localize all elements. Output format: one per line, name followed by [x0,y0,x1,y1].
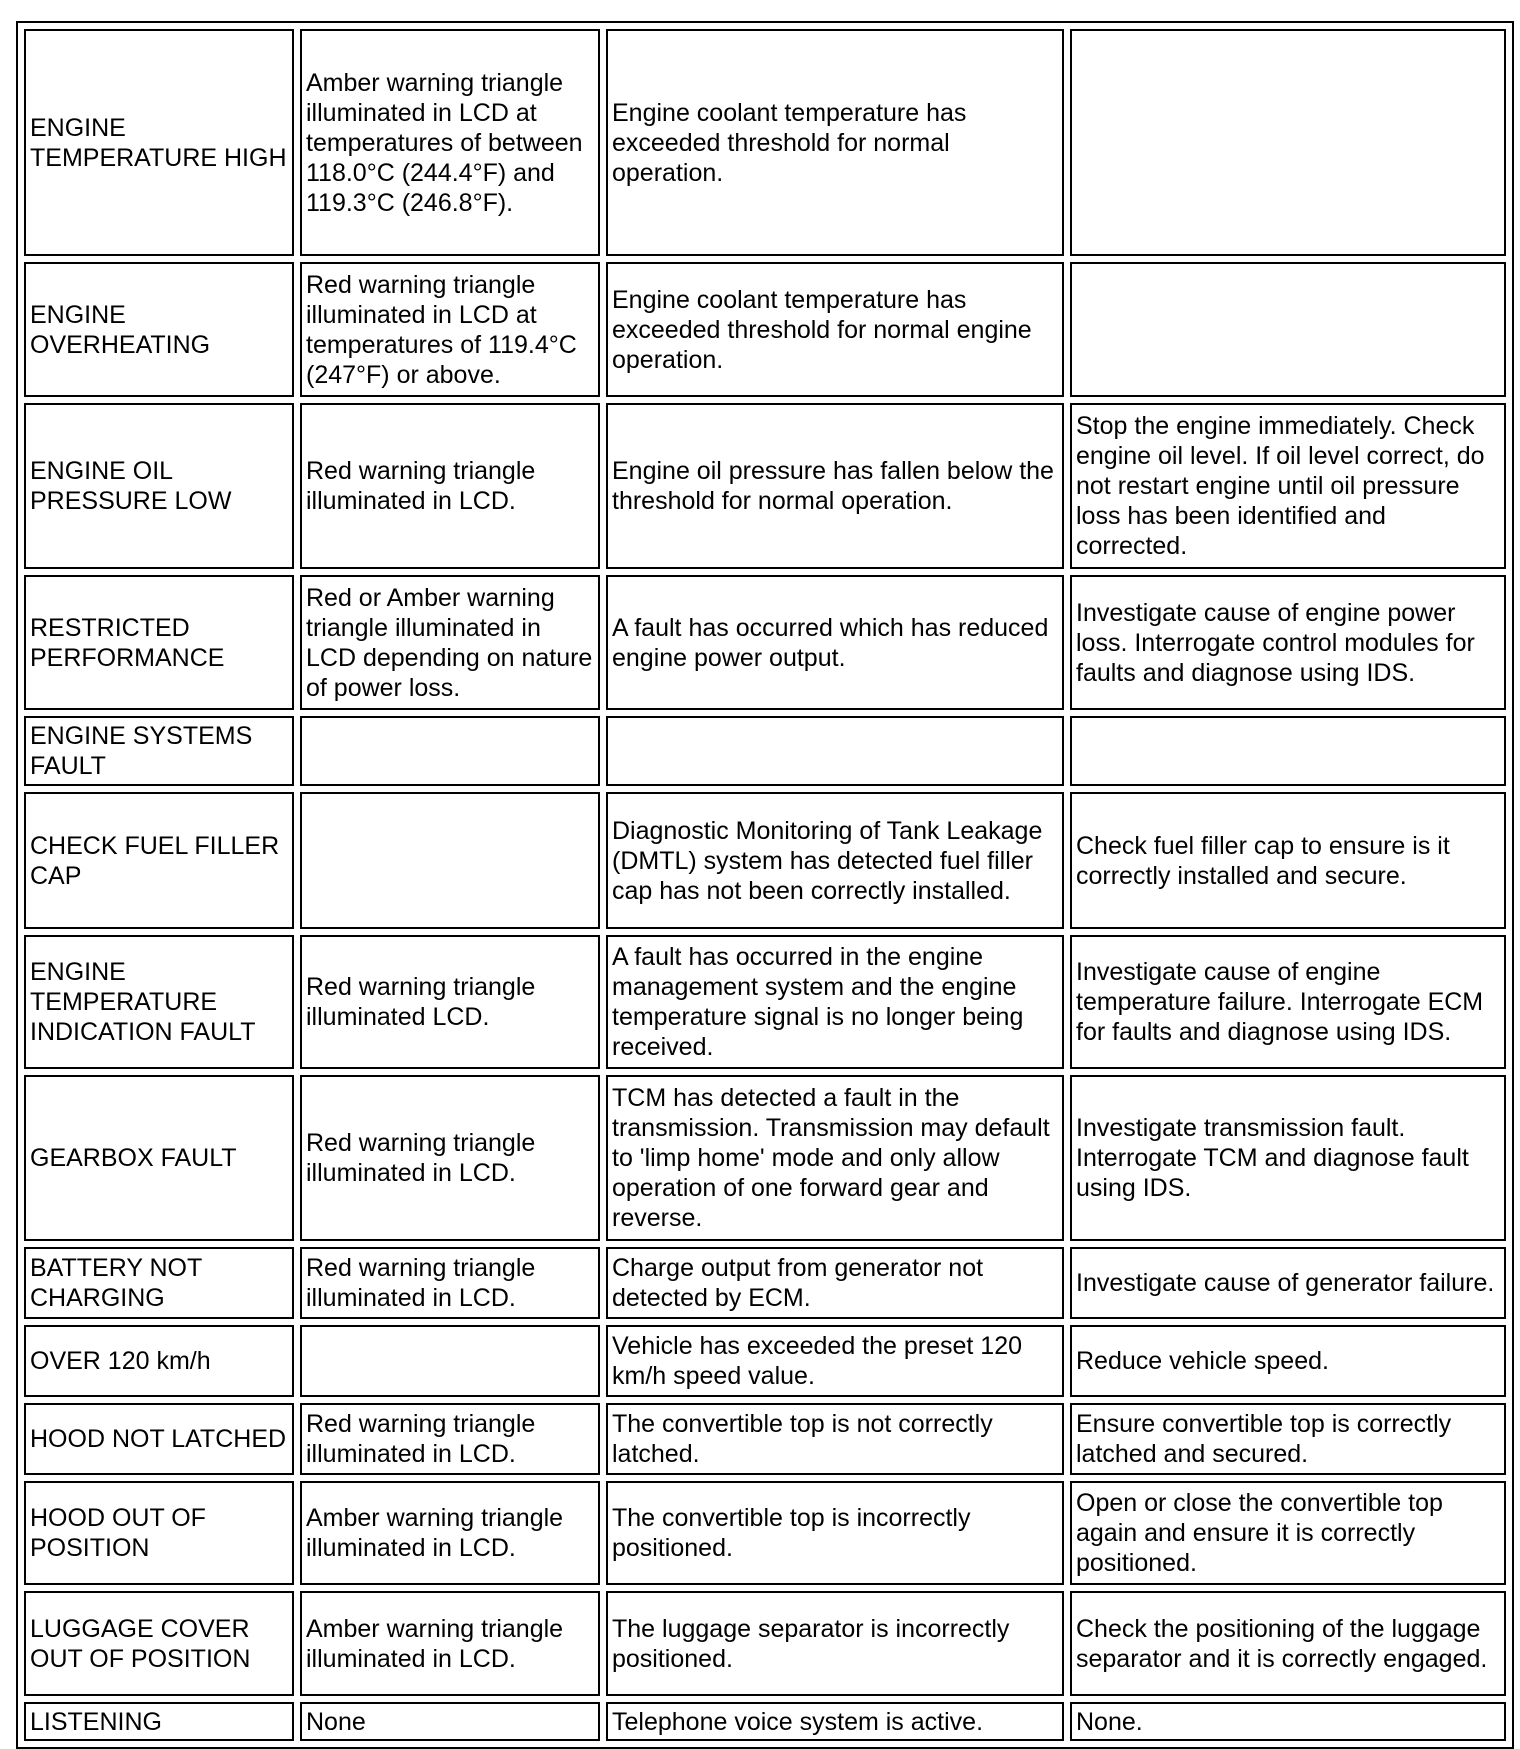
table-row [24,262,1506,397]
message-cell: ENGINE SYSTEMS FAULT [24,716,294,786]
cause-cell: Engine oil pressure has fallen below the threshold for normal operation. [606,403,1064,569]
cause-cell: The convertible top is not correctly latched. [606,1403,1064,1475]
table-row [24,29,1506,256]
table-row [24,716,1506,786]
action-cell: Investigate cause of engine temperature failure. Interrogate ECM for faults and diagnose using IDS. [1070,935,1506,1069]
cause-cell: A fault has occurred in the engine management system and the engine temperature signal is no longer being received. [606,935,1064,1069]
message-cell: ENGINE TEMPERATURE HIGH [24,29,294,256]
indication-cell [300,716,600,786]
action-cell: Stop the engine immediately. Check engine oil level. If oil level correct, do not restart engine until oil pressure loss has been identified and corrected. [1070,403,1506,569]
action-cell [1070,262,1506,397]
table-row [24,1403,1506,1475]
action-cell: Investigate cause of engine power loss. Interrogate control modules for faults and diagnose using IDS. [1070,575,1506,710]
table-row [24,1702,1506,1741]
indication-cell: Red warning triangle illuminated in LCD. [300,1403,600,1475]
action-cell: None. [1070,1702,1506,1741]
message-cell: OVER 120 km/h [24,1325,294,1397]
indication-cell [300,792,600,929]
message-cell: HOOD NOT LATCHED [24,1403,294,1475]
cause-cell: Diagnostic Monitoring of Tank Leakage (DMTL) system has detected fuel filler cap has not been correctly installed. [606,792,1064,929]
action-cell [1070,716,1506,786]
indication-cell: Red or Amber warning triangle illuminated in LCD depending on nature of power loss. [300,575,600,710]
indication-cell: Red warning triangle illuminated in LCD at temperatures of 119.4°C (247°F) or above. [300,262,600,397]
table-row [24,575,1506,710]
cause-cell: Vehicle has exceeded the preset 120 km/h speed value. [606,1325,1064,1397]
indication-cell: None [300,1702,600,1741]
message-cell: BATTERY NOT CHARGING [24,1247,294,1319]
action-cell: Ensure convertible top is correctly latched and secured. [1070,1403,1506,1475]
message-cell: ENGINE TEMPERATURE INDICATION FAULT [24,935,294,1069]
indication-cell [300,1325,600,1397]
action-cell [1070,29,1506,256]
indication-cell: Red warning triangle illuminated in LCD. [300,1075,600,1241]
indication-cell: Red warning triangle illuminated in LCD. [300,403,600,569]
message-cell: ENGINE OVERHEATING [24,262,294,397]
message-cell: HOOD OUT OF POSITION [24,1481,294,1585]
indication-cell: Amber warning triangle illuminated in LCD. [300,1591,600,1696]
action-cell: Check the positioning of the luggage separator and it is correctly engaged. [1070,1591,1506,1696]
cause-cell: Engine coolant temperature has exceeded threshold for normal engine operation. [606,262,1064,397]
table-row [24,1591,1506,1696]
cause-cell: A fault has occurred which has reduced engine power output. [606,575,1064,710]
table-row [24,1481,1506,1585]
indication-cell: Red warning triangle illuminated in LCD. [300,1247,600,1319]
action-cell: Investigate cause of generator failure. [1070,1247,1506,1319]
action-cell: Investigate transmission fault. Interrogate TCM and diagnose fault using IDS. [1070,1075,1506,1241]
table-row [24,1075,1506,1241]
document-page [16,21,1504,1749]
message-cell: LISTENING [24,1702,294,1741]
cause-cell: The convertible top is incorrectly positioned. [606,1481,1064,1585]
table-row [24,935,1506,1069]
cause-cell: TCM has detected a fault in the transmission. Transmission may default to 'limp home' mode and only allow operation of one forward gear and reverse. [606,1075,1064,1241]
indication-cell: Amber warning triangle illuminated in LCD at temperatures of between 118.0°C (244.4°F) and 119.3°C (246.8°F). [300,29,600,256]
action-cell: Open or close the convertible top again and ensure it is correctly positioned. [1070,1481,1506,1585]
table-row [24,792,1506,929]
indication-cell: Red warning triangle illuminated LCD. [300,935,600,1069]
message-cell: LUGGAGE COVER OUT OF POSITION [24,1591,294,1696]
message-cell: RESTRICTED PERFORMANCE [24,575,294,710]
table-row [24,1325,1506,1397]
cause-cell [606,716,1064,786]
action-cell: Reduce vehicle speed. [1070,1325,1506,1397]
cause-cell: Engine coolant temperature has exceeded threshold for normal operation. [606,29,1064,256]
message-cell: CHECK FUEL FILLER CAP [24,792,294,929]
cause-cell: Telephone voice system is active. [606,1702,1064,1741]
message-cell: GEARBOX FAULT [24,1075,294,1241]
table-row [24,1247,1506,1319]
cause-cell: Charge output from generator not detected by ECM. [606,1247,1064,1319]
cause-cell: The luggage separator is incorrectly positioned. [606,1591,1064,1696]
warning-message-table [16,21,1514,1749]
message-cell: ENGINE OIL PRESSURE LOW [24,403,294,569]
action-cell: Check fuel filler cap to ensure is it correctly installed and secure. [1070,792,1506,929]
table-row [24,403,1506,569]
indication-cell: Amber warning triangle illuminated in LCD. [300,1481,600,1585]
